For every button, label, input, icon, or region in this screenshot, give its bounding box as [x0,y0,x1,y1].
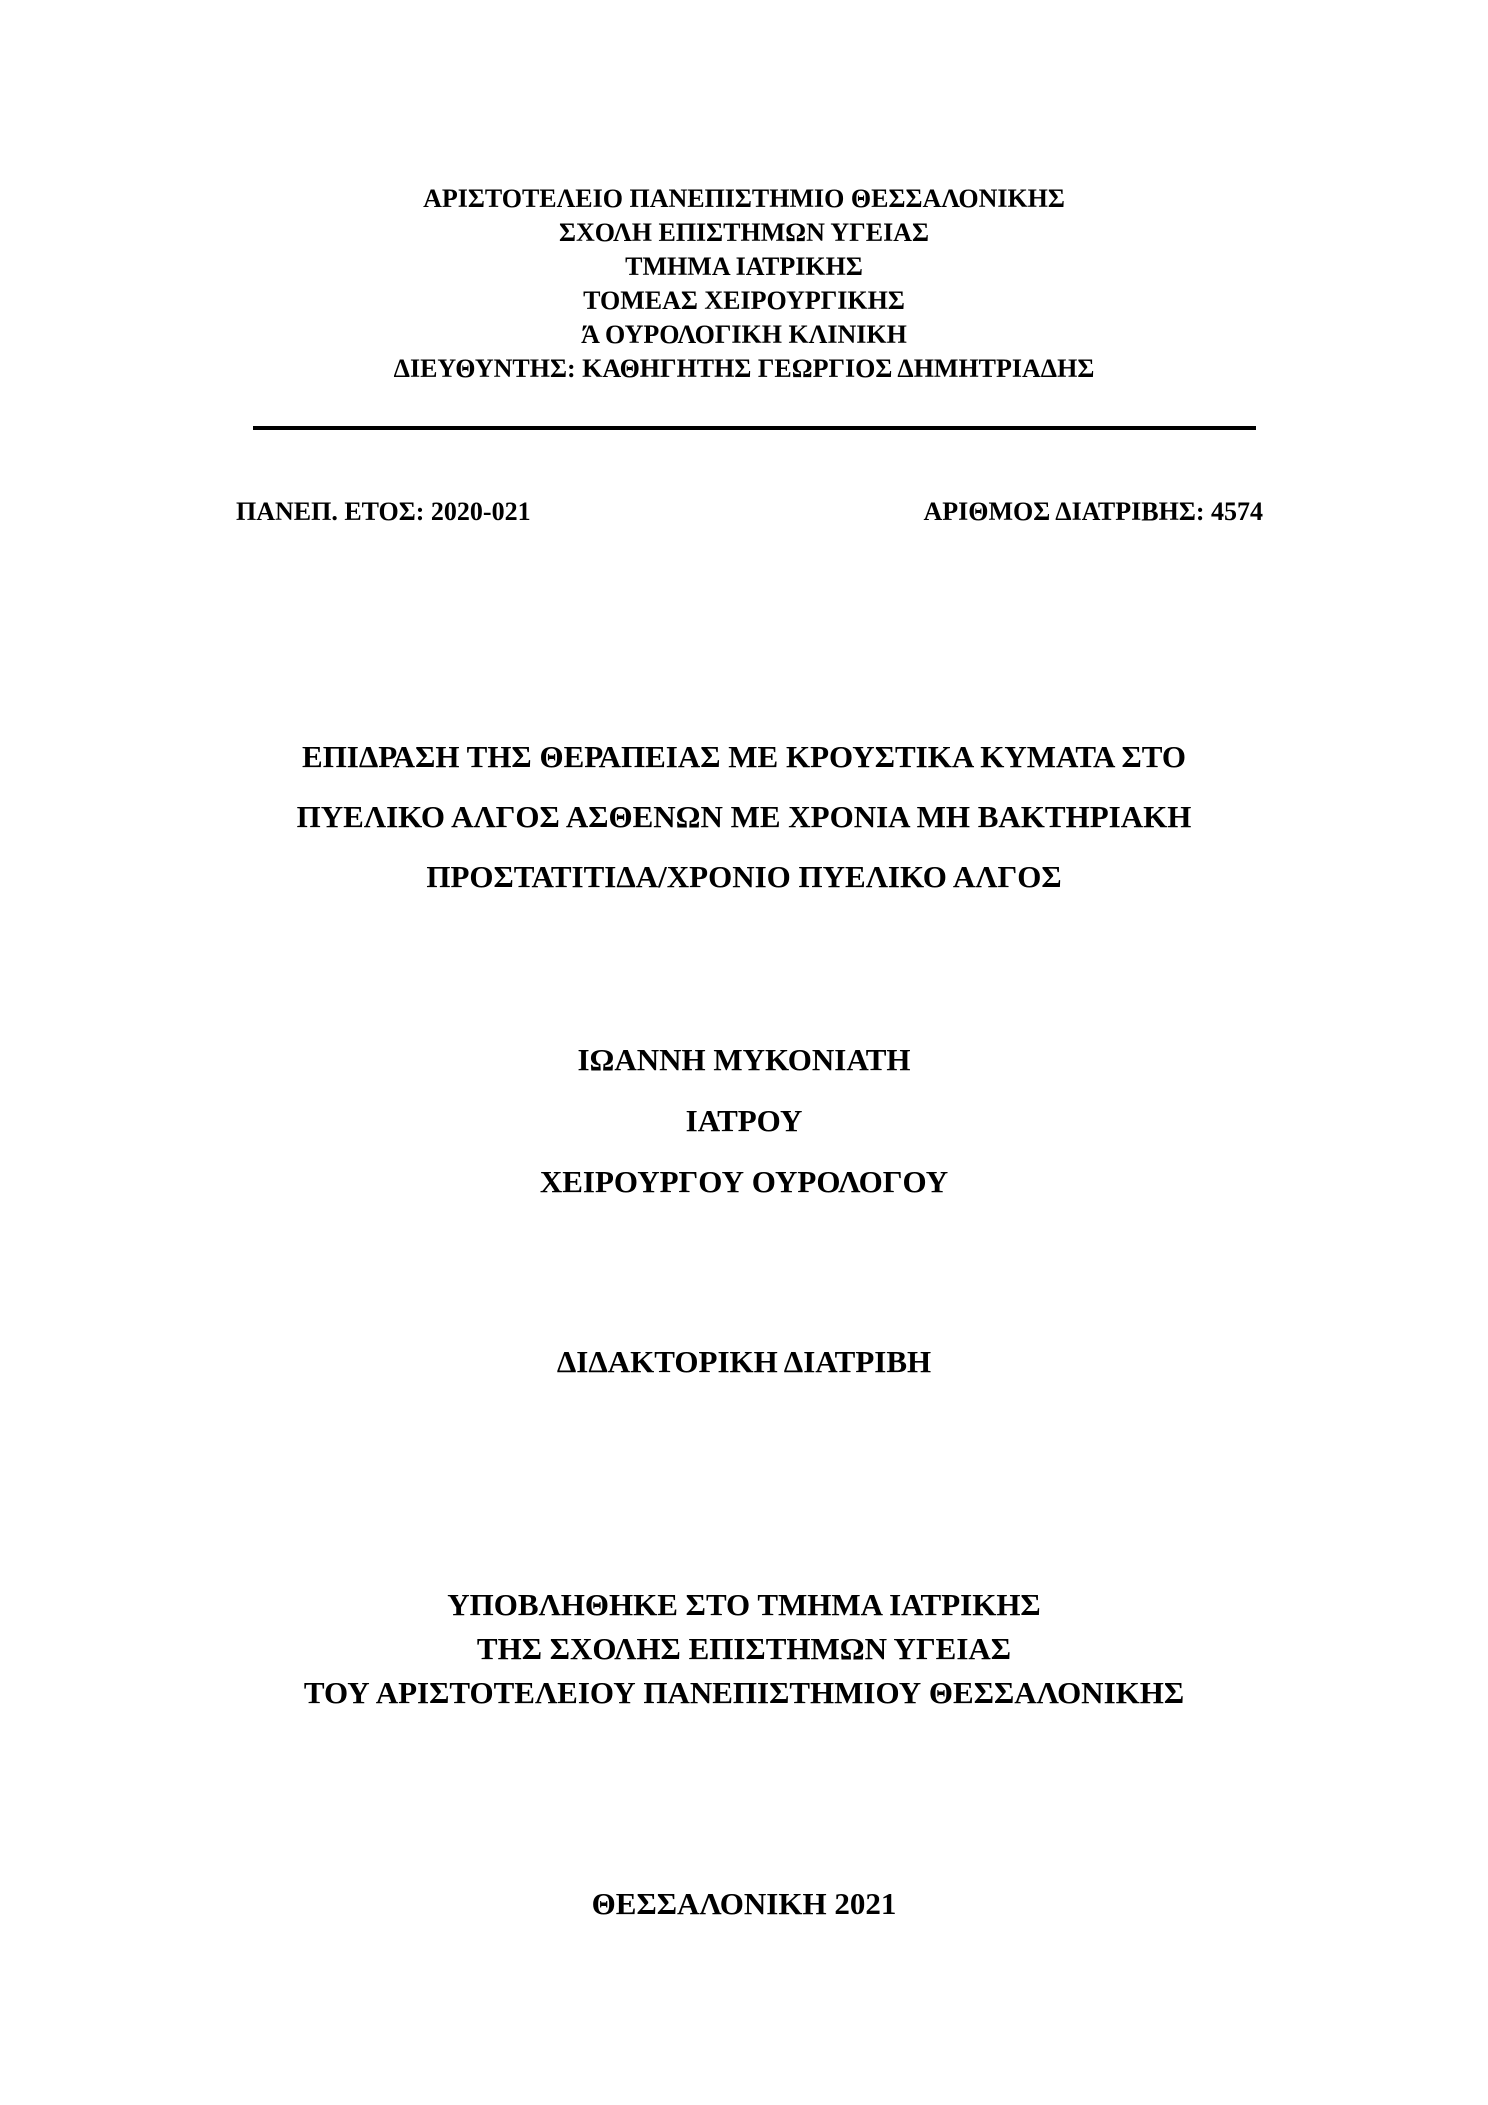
title-line: ΕΠΙΔΡΑΣΗ ΤΗΣ ΘΕΡΑΠΕΙΑΣ ΜΕ ΚΡΟΥΣΤΙΚΑ ΚΥΜΑΤΑ ΣΤΟ [302,739,1186,774]
header-university: ΑΡΙΣΤΟΤΕΛΕΙΟ ΠΑΝΕΠΙΣΤΗΜΙΟ ΘΕΣΣΑΛΟΝΙΚΗΣ [423,184,1065,213]
author-name: ΙΩΑΝΝΗ ΜΥΚΟΝΙΑΤΗ [577,1042,911,1077]
document-type: ΔΙΔΑΚΤΟΡΙΚΗ ΔΙΑΤΡΙΒΗ [556,1344,932,1379]
place-year: ΘΕΣΣΑΛΟΝΙΚΗ 2021 [591,1886,897,1921]
thesis-number: ΑΡΙΘΜΟΣ ΔΙΑΤΡΙΒΗΣ: 4574 [923,497,1263,526]
header-divider [253,426,1256,430]
submission-line: ΤΗΣ ΣΧΟΛΗΣ ΕΠΙΣΤΗΜΩΝ ΥΓΕΙΑΣ [476,1631,1012,1666]
submission-line: ΤΟΥ ΑΡΙΣΤΟΤΕΛΕΙΟΥ ΠΑΝΕΠΙΣΤΗΜΙΟΥ ΘΕΣΣΑΛΟΝΙΚΗΣ [303,1675,1185,1710]
header-director: ΔΙΕΥΘΥΝΤΗΣ: ΚΑΘΗΓΗΤΗΣ ΓΕΩΡΓΙΟΣ ΔΗΜΗΤΡΙΑΔΗΣ [393,354,1095,383]
submission-line: ΥΠΟΒΛΗΘΗΚΕ ΣΤΟ ΤΜΗΜΑ ΙΑΤΡΙΚΗΣ [447,1587,1041,1622]
header-sector: ΤΟΜΕΑΣ ΧΕΙΡΟΥΡΓΙΚΗΣ [583,286,905,315]
title-line: ΠΡΟΣΤΑΤΙΤΙΔΑ/ΧΡΟΝΙΟ ΠΥΕΛΙΚΟ ΑΛΓΟΣ [426,859,1062,894]
author-specialty: ΧΕΙΡΟΥΡΓΟΥ ΟΥΡΟΛΟΓΟΥ [539,1164,949,1199]
title-line: ΠΥΕΛΙΚΟ ΑΛΓΟΣ ΑΣΘΕΝΩΝ ΜΕ ΧΡΟΝΙΑ ΜΗ ΒΑΚΤΗΡΙΑΚΗ [296,799,1192,834]
header-school: ΣΧΟΛΗ ΕΠΙΣΤΗΜΩΝ ΥΓΕΙΑΣ [559,218,929,247]
header-department: ΤΜΗΜΑ ΙΑΤΡΙΚΗΣ [625,252,863,281]
header-clinic: Ά ΟΥΡΟΛΟΓΙΚΗ ΚΛΙΝΙΚΗ [581,320,907,349]
academic-year: ΠΑΝΕΠ. ΕΤΟΣ: 2020-021 [236,497,531,526]
author-title: ΙΑΤΡΟΥ [685,1103,803,1138]
